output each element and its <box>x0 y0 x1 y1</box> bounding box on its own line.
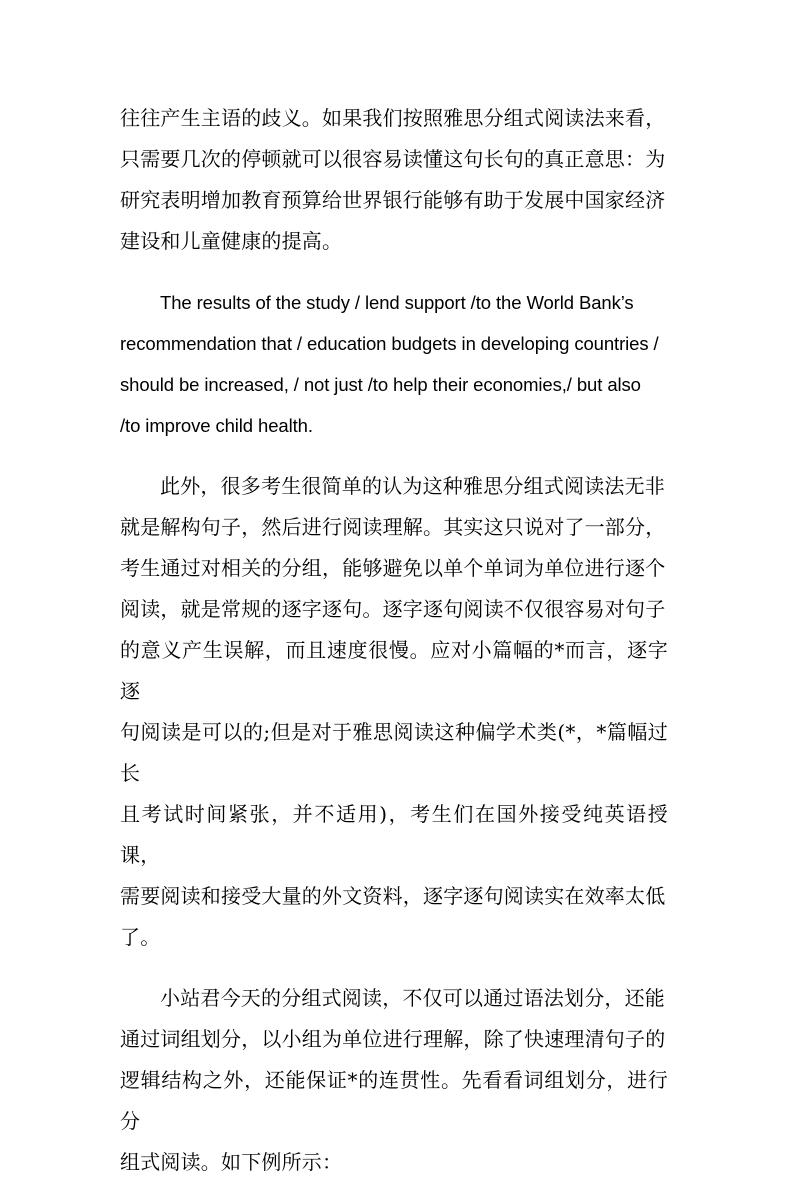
text-line: The results of the study / lend support /to the World Bank’s <box>160 292 634 313</box>
text-line: 组式阅读。如下例所示： <box>120 1150 343 1174</box>
text-line: 就是解构句子，然后进行阅读理解。其实这只说对了一部分， <box>120 515 666 539</box>
paragraph-word-by-word-reading <box>120 466 668 958</box>
document-page <box>120 98 668 1183</box>
text-line: 句阅读是可以的;但是对于雅思阅读这种偏学术类(*，*篇幅过长 <box>120 720 668 785</box>
paragraph-spacer <box>120 958 668 978</box>
text-line: 需要阅读和接受大量的外文资料，逐字逐句阅读实在效率太低 <box>120 884 666 908</box>
text-line: 此外，很多考生很简单的认为这种雅思分组式阅读法无非 <box>160 474 665 498</box>
text-line: 建设和儿童健康的提高。 <box>120 229 343 253</box>
paragraph-spacer <box>120 262 668 282</box>
paragraph-spacer <box>120 446 668 466</box>
paragraph-english-example <box>120 282 668 446</box>
text-line: 通过词组划分，以小组为单位进行理解，除了快速理清句子的 <box>120 1027 666 1051</box>
text-line: 只需要几次的停顿就可以很容易读懂这句长句的真正意思：为 <box>120 147 666 171</box>
text-line: 小站君今天的分组式阅读，不仅可以通过语法划分，还能 <box>160 986 665 1010</box>
text-line: 考生通过对相关的分组，能够避免以单个单词为单位进行逐个 <box>120 556 666 580</box>
text-line: 往往产生主语的歧义。如果我们按照雅思分组式阅读法来看， <box>120 106 666 130</box>
text-line: recommendation that / education budgets in developing countries / <box>120 333 659 354</box>
text-line: 逻辑结构之外，还能保证*的连贯性。先看看词组划分，进行分 <box>120 1068 668 1133</box>
text-line: 阅读，就是常规的逐字逐句。逐字逐句阅读不仅很容易对句子 <box>120 597 666 621</box>
paragraph-phrase-grouping <box>120 978 668 1183</box>
text-line: 了。 <box>120 925 161 949</box>
text-line: 且考试时间紧张，并不适用)，考生们在国外接受纯英语授课， <box>120 802 668 867</box>
text-line: 的意义产生误解，而且速度很慢。应对小篇幅的*而言，逐字逐 <box>120 638 668 703</box>
text-line: /to improve child health. <box>120 415 313 436</box>
paragraph-ambiguity-explanation <box>120 98 668 262</box>
text-line: should be increased, / not just /to help their economies,/ but also <box>120 374 641 395</box>
text-line: 研究表明增加教育预算给世界银行能够有助于发展中国家经济 <box>120 188 666 212</box>
